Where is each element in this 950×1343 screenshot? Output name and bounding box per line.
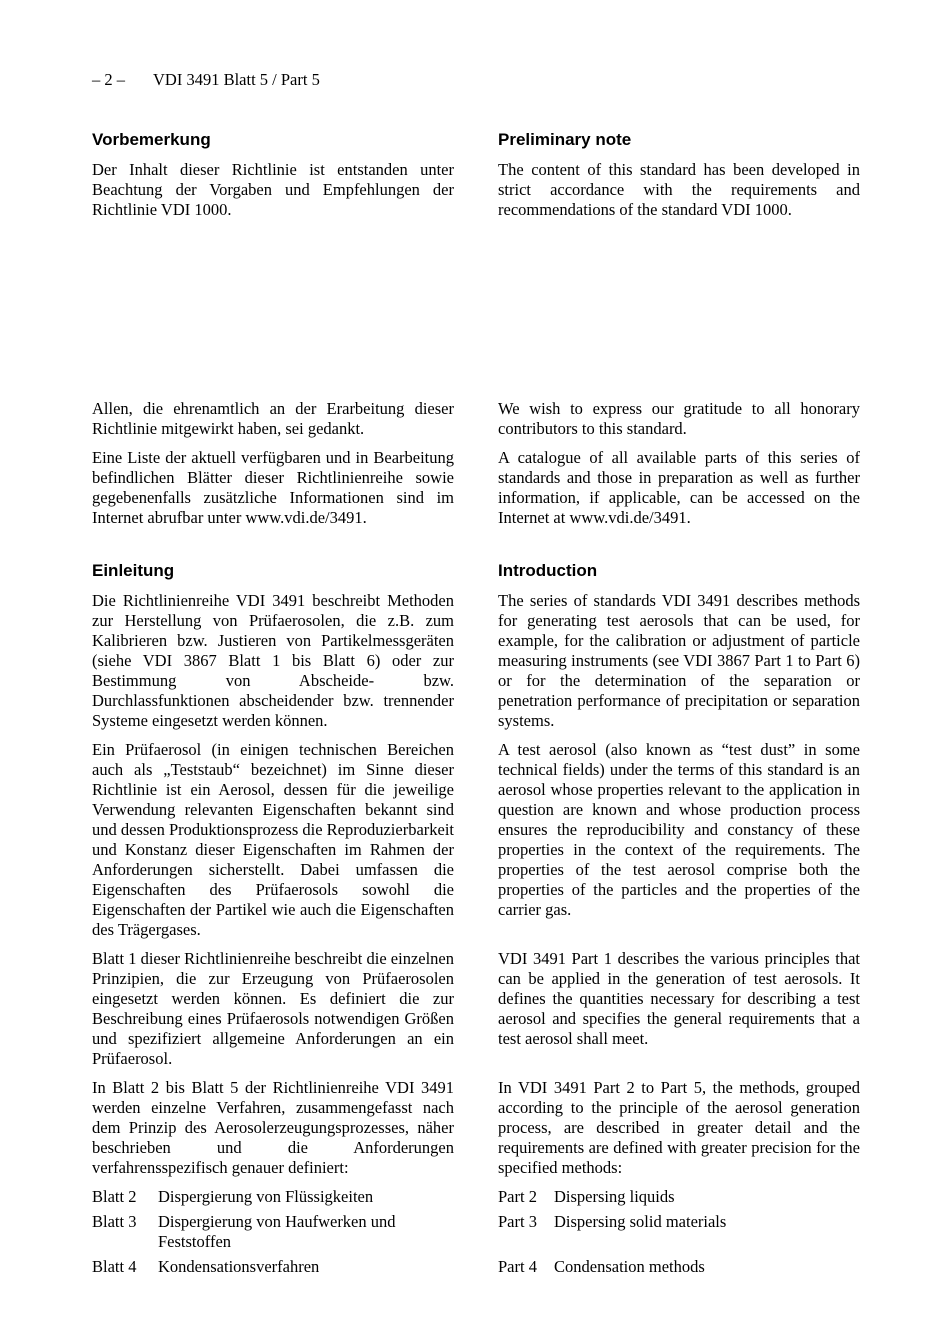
part-text: Dispergierung von Haufwerken und Feststoffen	[158, 1212, 396, 1251]
paragraph-de: Blatt 1 dieser Richtlinienreihe beschreibt die einzelnen Prinzipien, die zur Erzeugung von Prüfaerosolen eingesetzt werden können. Es definiert die zur Beschreibung eines Prüfaerosols notwendigen Größen und spezifiziert allgemeine Anforderungen an ein Prüfaerosol.	[92, 949, 454, 1068]
list-item-blatt-4	[92, 1257, 454, 1277]
paragraph-de: Eine Liste der aktuell verfügbaren und in Bearbeitung befindlichen Blätter dieser Richtlinienreihe sowie gegebenenfalls zusätzliche Informationen sind im Internet abrufbar unter www.vdi.de/3491.	[92, 448, 454, 527]
page-number: – 2 –	[92, 70, 125, 89]
part-label: Blatt 4	[92, 1257, 137, 1276]
paragraph-en: The content of this standard has been developed in strict accordance with the requirements and recommendations of the standard VDI 1000.	[498, 160, 860, 219]
introduction-paragraph-row-3	[92, 949, 860, 1078]
list-item-part-4	[498, 1257, 860, 1277]
preliminary-paragraph-row-3	[92, 448, 860, 537]
part-text: Dispersing liquids	[554, 1187, 675, 1206]
introduction-paragraph-row-4	[92, 1078, 860, 1187]
part-label: Part 3	[498, 1212, 537, 1231]
preliminary-heading-row	[92, 130, 860, 160]
part-label: Blatt 2	[92, 1187, 137, 1206]
paragraph-en: A test aerosol (also known as “test dust” in some technical fields) under the terms of this standard is an aerosol whose properties relevant to the application in question are known and whose production process ensures the reproducibility and constancy of these properties in the context of the requirements. The properties of the test aerosol comprise both the properties of the particles and the properties of the carrier gas.	[498, 740, 860, 919]
part-label: Part 4	[498, 1257, 537, 1276]
part-text: Kondensationsverfahren	[158, 1257, 320, 1276]
list-item-blatt-3	[92, 1212, 454, 1252]
parts-list-row	[92, 1212, 860, 1252]
part-label: Part 2	[498, 1187, 537, 1206]
paragraph-en: In VDI 3491 Part 2 to Part 5, the methods, grouped according to the principle of the aerosol generation process, are described in greater detail and the requirements are defined with greater precision for the specified methods:	[498, 1078, 860, 1177]
introduction-heading-row	[92, 537, 860, 591]
paragraph-de: Die Richtlinienreihe VDI 3491 beschreibt Methoden zur Herstellung von Prüfaerosolen, die z.B. zum Kalibrieren bzw. Justieren von Partikelmessgeräten (siehe VDI 3867 Blatt 1 bis Blatt 6) oder zur Bestimmung von Abscheide- bzw. Durchlassfunktionen abscheidender bzw. trennender Systeme eingesetzt werden können.	[92, 591, 454, 730]
introduction-paragraph-row-1	[92, 591, 860, 740]
parts-list-row	[92, 1187, 860, 1207]
paragraph-de: In Blatt 2 bis Blatt 5 der Richtlinienreihe VDI 3491 werden einzelne Verfahren, zusammengefasst nach dem Prinzip des Aerosolerzeugungsprozesses, näher beschrieben und die Anforderungen verfahrensspezifisch genauer definiert:	[92, 1078, 454, 1177]
heading-preliminary-note: Preliminary note	[498, 130, 632, 149]
part-label: Blatt 3	[92, 1212, 137, 1231]
paragraph-de: Allen, die ehrenamtlich an der Erarbeitung dieser Richtlinie mitgewirkt haben, sei gedankt.	[92, 399, 454, 438]
paragraph-en: A catalogue of all available parts of this series of standards and those in preparation as well as further information, if applicable, can be accessed on the Internet at www.vdi.de/3491.	[498, 448, 860, 527]
paragraph-de: Der Inhalt dieser Richtlinie ist entstanden unter Beachtung der Vorgaben und Empfehlungen der Richtlinie VDI 1000.	[92, 160, 454, 219]
heading-einleitung: Einleitung	[92, 561, 175, 580]
parts-list-row	[92, 1257, 860, 1277]
paragraph-en: We wish to express our gratitude to all honorary contributors to this standard.	[498, 399, 860, 438]
document-title: VDI 3491 Blatt 5 / Part 5	[153, 70, 320, 89]
paragraph-en: VDI 3491 Part 1 describes the various principles that can be applied in the generation of test aerosols. It defines the quantities necessary for describing a test aerosol and specifies the general requirements that a test aerosol shall meet.	[498, 949, 860, 1048]
preliminary-paragraph-row-1	[92, 160, 860, 229]
part-text: Dispersing solid materials	[554, 1212, 727, 1231]
list-item-part-2	[498, 1187, 860, 1207]
list-item-part-3	[498, 1212, 860, 1232]
heading-vorbemerkung: Vorbemerkung	[92, 130, 211, 149]
page-header	[92, 70, 860, 90]
paragraph-de: Ein Prüfaerosol (in einigen technischen Bereichen auch als „Teststaub“ bezeichnet) im Sinne dieser Richtlinie ist ein Aerosol, dessen für die jeweilige Verwendung relevanten Eigenschaften bekannt sind und dessen Produktionsprozess die Reproduzierbarkeit und Konstanz dieser Eigenschaften im Rahmen der Anforderungen sicherstellt. Dabei umfassen die Eigenschaften des Prüfaerosols sowohl die Eigenschaften der Partikel wie auch die Eigenschaften des Trägergases.	[92, 740, 455, 939]
section-spacer	[92, 229, 860, 399]
part-text: Dispergierung von Flüssigkeiten	[158, 1187, 374, 1206]
preliminary-paragraph-row-2	[92, 399, 860, 448]
introduction-paragraph-row-2	[92, 740, 860, 949]
list-item-blatt-2	[92, 1187, 454, 1207]
paragraph-en: The series of standards VDI 3491 describes methods for generating test aerosols that can be used, for example, for the calibration or adjustment of particle measuring instruments (see VDI 3867 Part 1 to Part 6) or for the determination of the separation or penetration performance of precipitation or separation systems.	[498, 591, 860, 730]
heading-introduction: Introduction	[498, 561, 598, 580]
part-text: Condensation methods	[554, 1257, 705, 1276]
